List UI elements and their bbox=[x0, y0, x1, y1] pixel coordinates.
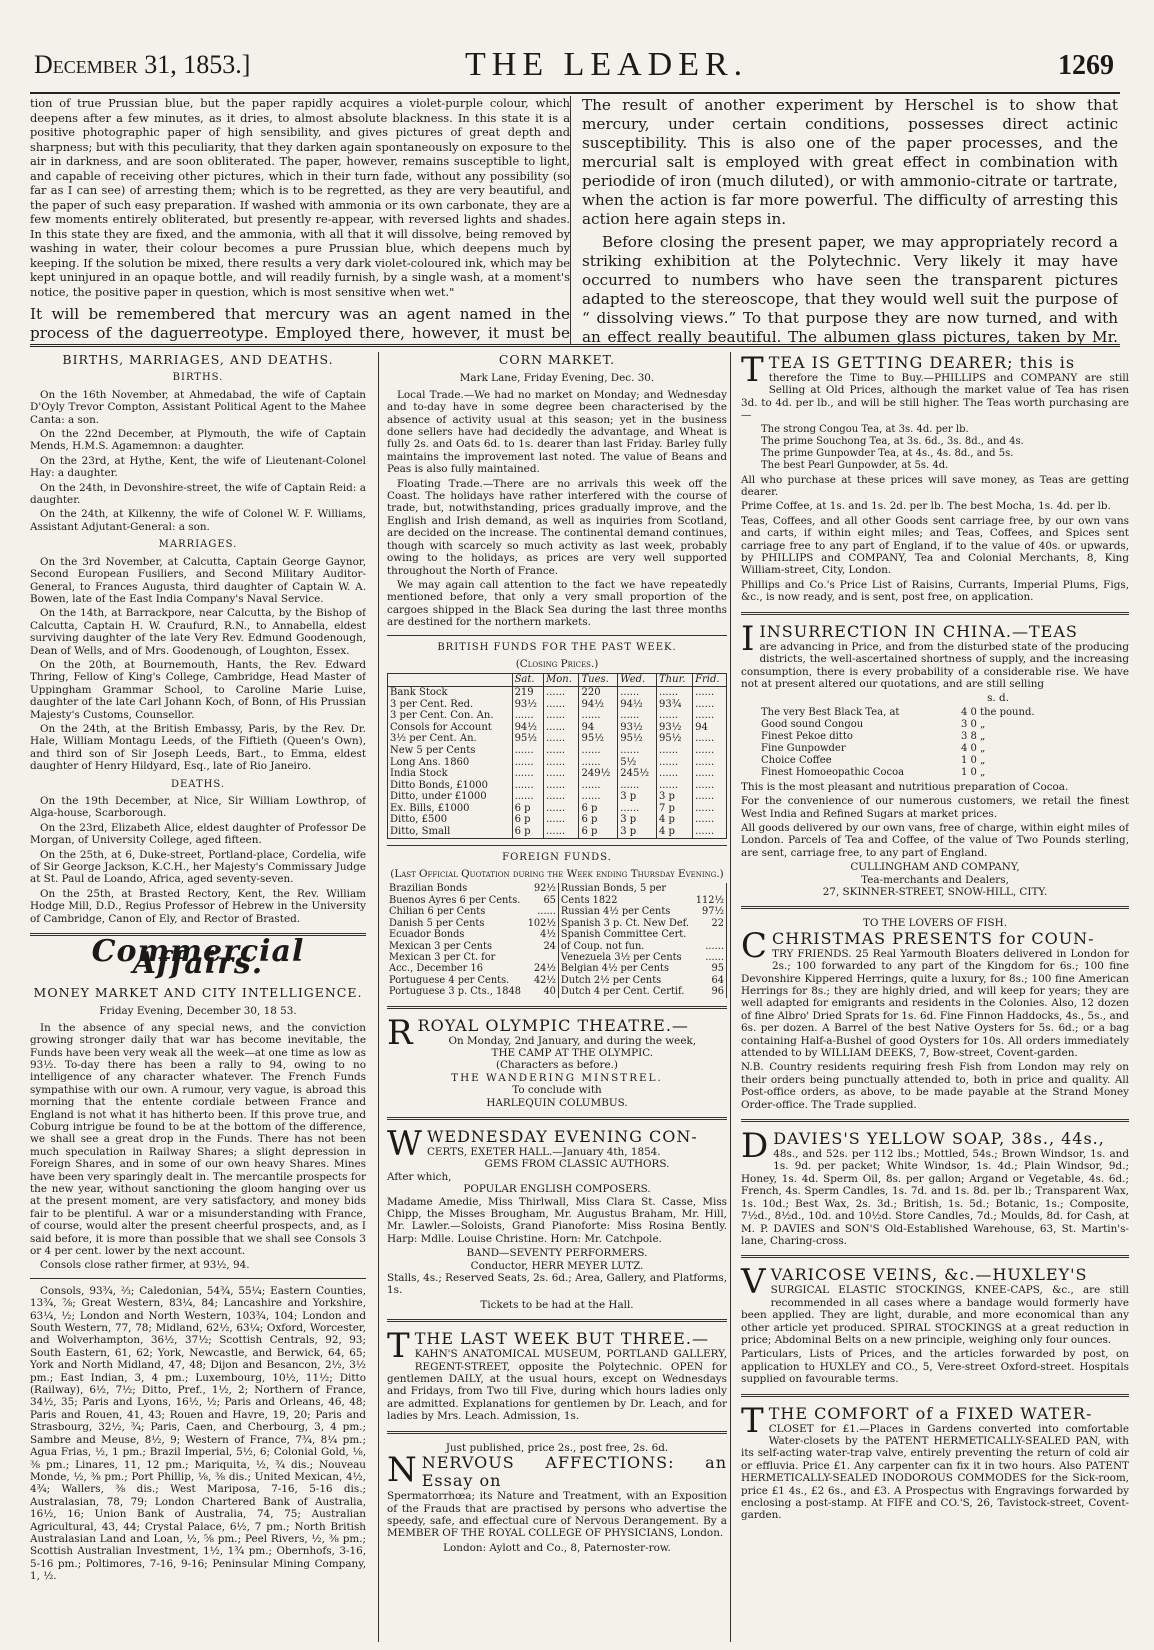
table-row bbox=[387, 883, 727, 894]
price-cell: 219 bbox=[512, 686, 543, 698]
column-3 bbox=[730, 352, 1129, 1642]
price-cell: ...... bbox=[544, 733, 579, 745]
column-2 bbox=[378, 352, 727, 1642]
price-cell: ...... bbox=[544, 826, 579, 838]
price-cell: ...... bbox=[693, 745, 727, 757]
ad-insurrection-china bbox=[741, 618, 1129, 899]
fund-name-cell: Spanish Committee Cert. bbox=[560, 929, 687, 941]
price-cell: 94½ bbox=[512, 722, 543, 734]
notice: On the 24th, at the British Embassy, Paris, by the Rev. Dr. Hale, William Montagu Leeds, of the Fiftieth (Queen's Own), and third son of Sir Joseph Leeds, Bart., to Emma, eldest daughter of Henry Hildyard, Esq., late of Rio Janeiro. bbox=[30, 722, 366, 773]
price-cell: ...... bbox=[512, 745, 543, 757]
price-cell: ...... bbox=[512, 780, 543, 792]
table-row bbox=[387, 929, 727, 940]
price-cell: 6 p bbox=[512, 814, 543, 826]
column-header: Sat. bbox=[512, 674, 543, 687]
fund-name-cell: Mexican 3 per Cents bbox=[389, 940, 493, 952]
dateline: Friday Evening, December 30, 18 53. bbox=[99, 1005, 297, 1018]
article-paragraph: In the absence of any special news, and the conviction growing stronger daily that war has become inevitable, the Funds have been very weak all the week—at one time as low as 93½. To-day there has been a rally to 94, owing to no intelligence of any character whatever. The French Funds sympathise with our own. A rumour, very vague, is abroad this morning that the entente cordiale between France and England is not what it has hitherto been. If this prove true, and Coburg intrigue be found to be at the bottom of the difference, we shall see a great drop in the Funds. There has not been much speculation in Railway Shares; a slight depression in Foreign Shares, and in some of our own heavy Shares. Mines have been very sparingly dealt in. The mercantile prospects for the new year, without sanctioning the gloom hanging over us at the present moment, are very satisfactory, and money bids fair to be plentiful. A war or a misunderstanding with France, of course, would alter the present cheerful prospects, and, as I said before, it is more than possible that we shall see Consols 3 or 4 per cent. lower by the next account. bbox=[30, 1021, 366, 1257]
price-cell: 93½ bbox=[657, 722, 693, 734]
price-cell: ...... bbox=[693, 780, 727, 792]
ad-tea-dearer bbox=[741, 354, 1129, 604]
fund-name-cell: Ditto, £500 bbox=[388, 814, 513, 826]
column-header: Tues. bbox=[579, 674, 618, 687]
divider bbox=[30, 1278, 366, 1279]
table-row bbox=[388, 699, 727, 711]
ad-line: Conductor, HERR MEYER LUTZ. bbox=[470, 1259, 644, 1272]
price-cell: 94 bbox=[579, 722, 618, 734]
ad-line: CERTS, EXETER HALL.—January 4th, 1854. bbox=[426, 1145, 661, 1158]
price-cell: 65 bbox=[525, 895, 558, 906]
price-cell: ...... bbox=[618, 745, 657, 757]
ad-heading: NNERVOUS AFFECTIONS: an Essay on bbox=[387, 1450, 727, 1491]
divider bbox=[741, 1394, 1129, 1397]
price-cell: ...... bbox=[579, 745, 618, 757]
price-cell: ...... bbox=[657, 710, 693, 722]
commercial-affairs-heading: Commercial Affairs. bbox=[91, 934, 305, 982]
notice: On the 22nd December, at Plymouth, the wife of Captain Mends, H.M.S. Agamemnon: a daughter. bbox=[30, 428, 366, 453]
table-row bbox=[387, 975, 727, 986]
price-cell: ...... bbox=[657, 745, 693, 757]
ad-text: N.B. Country residents requiring fresh Fish from London may rely on their orders being punctually attended to, both in price and quality. All Post-office orders, as above, to be made payable at the Strand Money Order-office. The Trade supplied. bbox=[741, 1061, 1129, 1111]
divider bbox=[741, 1255, 1129, 1258]
corn-market-heading: CORN MARKET. bbox=[498, 352, 616, 367]
fund-name-cell: Ditto, under £1000 bbox=[388, 791, 513, 803]
fund-name-cell: Danish 5 per Cents bbox=[389, 917, 485, 929]
price-cell: 112½ bbox=[693, 895, 726, 906]
price-cell: 95½ bbox=[657, 733, 693, 745]
foreign-funds-table bbox=[387, 883, 727, 997]
list-item: Choice Coffee 1 0 „ bbox=[761, 754, 986, 766]
fund-name-cell: Belgian 4½ per Cents bbox=[560, 963, 669, 975]
issue-date: December 31, 1853.] bbox=[34, 50, 251, 79]
notice: On the 16th November, at Ahmedabad, the wife of Captain D'Oyly Trevor Compton, Assistant Political Agent to the Mahee Canta: a son. bbox=[30, 388, 366, 426]
ad-text: For the convenience of our numerous customers, we retail the finest West India and Refined Sugars at market prices. bbox=[741, 795, 1129, 820]
price-cell: 3 p bbox=[618, 791, 657, 803]
china-tea-price-list bbox=[761, 707, 1129, 779]
table-row bbox=[387, 963, 727, 974]
ad-text: Spermatorrhœa; its Nature and Treatment, with an Exposition of the Frauds that are practised by persons who advertise the speedy, safe, and effectual cure of Nervous Derangement. By a MEMBER OF THE ROYAL COLLEGE OF PHYSICIANS, London. bbox=[387, 1490, 727, 1540]
price-cell: ...... bbox=[693, 710, 727, 722]
price-header: s. d. bbox=[987, 692, 1009, 705]
notice: On the 19th December, at Nice, Sir William Lowthrop, of Alga-house, Scarborough. bbox=[30, 795, 366, 820]
price-cell: ...... bbox=[544, 686, 579, 698]
price-cell: ...... bbox=[544, 768, 579, 780]
ad-line: THE WANDERING MINSTREL. bbox=[451, 1071, 663, 1084]
price-cell: ...... bbox=[544, 814, 579, 826]
british-funds-body bbox=[388, 686, 727, 838]
table-row bbox=[388, 722, 727, 734]
column-1 bbox=[30, 352, 366, 1642]
table-row bbox=[387, 952, 727, 963]
price-cell: ...... bbox=[657, 768, 693, 780]
divider bbox=[741, 906, 1129, 909]
ad-text: Stalls, 4s.; Reserved Seats, 2s. 6d.; Area, Gallery, and Platforms, 1s. bbox=[387, 1272, 727, 1297]
price-cell: ...... bbox=[657, 757, 693, 769]
ad-line: HARLEQUIN COLUMBUS. bbox=[486, 1096, 628, 1109]
ad-text: Phillips and Co.'s Price List of Raisins, Currants, Imperial Plums, Figs, &c., is now ready, and is sent, post free, on application. bbox=[741, 578, 1129, 604]
deaths-subheading: DEATHS. bbox=[170, 778, 226, 790]
price-cell: 4 p bbox=[657, 826, 693, 838]
price-cell bbox=[693, 883, 726, 894]
price-cell: 6 p bbox=[512, 803, 543, 815]
foreign-funds-body bbox=[387, 883, 727, 997]
price-cell: ...... bbox=[544, 745, 579, 757]
ad-heading: WWEDNESDAY EVENING CON- bbox=[387, 1123, 698, 1164]
marriages-subheading: MARRIAGES. bbox=[158, 539, 238, 551]
article-paragraph: tion of true Prussian blue, but the paper rapidly acquires a violet-purple colour, which deepens after a few minutes, as it dries, to almost absolute blackness. In this state it is a positive photographic paper of high sensibility, and gives pictures of great depth and sharpness; but with this peculiarity, that they darken again spontaneously on exposure to the air in darkness, and are soon obliterated. The paper, however, remains susceptible to light, and capable of receiving other pictures, which in their turn fade, without any possibility (so far as I can see) of arresting them; which is to be regretted, as they are very beautiful, and the paper of such easy preparation. If washed with ammonia or its own carbonate, they are a few moments entirely obliterated, but presently re-appear, with reversed lights and shades. In this state they are fixed, and the ammonia, with all that it will dissolve, being removed by washing in water, their colour becomes a pure Prussian blue, which deepens much by keeping. If the solution be mixed, there results a very dark violet-coloured ink, which may be kept uninjured in an opaque bottle, and will readily furnish, by a single wash, at a moment's notice, the positive paper in question, which is most sensitive when wet." bbox=[30, 96, 570, 299]
notice: On the 25th, at 6, Duke-street, Portland-place, Cordelia, wife of Sir George Jackson, K.C.H., her Majesty's Commissary Judge at St. Paul de Loando, Africa, aged seventy-seven. bbox=[30, 848, 366, 886]
price-cell: ...... bbox=[544, 791, 579, 803]
table-row bbox=[387, 986, 727, 997]
price-cell: ...... bbox=[693, 768, 727, 780]
notice: On the 3rd November, at Calcutta, Captain George Gaynor, Second European Fusiliers, and Second Military Auditor-General, to Frances Augusta, third daughter of Captain W. A. Bowen, late of the East India Company's Naval Service. bbox=[30, 555, 366, 605]
ad-olympic bbox=[387, 1012, 727, 1109]
fund-name-cell: Chilian 6 per Cents bbox=[389, 906, 486, 918]
table-row bbox=[388, 757, 727, 769]
table-row bbox=[387, 906, 727, 917]
divider bbox=[387, 845, 727, 846]
table-row bbox=[388, 768, 727, 780]
article-paragraph: Consols close rather firmer, at 93½, 94. bbox=[40, 1259, 250, 1272]
price-cell: 95 bbox=[693, 963, 726, 974]
price-cell: 97½ bbox=[693, 906, 726, 917]
fund-name-cell: 3 per Cent. Con. An. bbox=[388, 710, 513, 722]
price-cell: ...... bbox=[657, 686, 693, 698]
divider bbox=[387, 1006, 727, 1009]
fund-name-cell: Venezuela 3½ per Cents bbox=[560, 951, 682, 963]
price-cell: ...... bbox=[512, 710, 543, 722]
ad-christmas-fish bbox=[741, 917, 1129, 1111]
price-cell: 4 p bbox=[657, 814, 693, 826]
fund-name-cell: Dutch 4 per Cent. Certif. bbox=[560, 986, 685, 998]
notice: On the 23rd, Elizabeth Alice, eldest daughter of Professor De Morgan, of University College, aged fifteen. bbox=[30, 821, 366, 847]
table-row bbox=[388, 686, 727, 698]
top-article-left bbox=[30, 96, 571, 344]
price-cell: ...... bbox=[512, 791, 543, 803]
list-item: The very Best Black Tea, at 4 0 the pound. bbox=[761, 706, 1035, 718]
price-cell: 5½ bbox=[618, 757, 657, 769]
ad-text: TRY FRIENDS. 25 Real Yarmouth Bloaters delivered in London for 2s.; 100 forwarded to any part of the Kingdom for 6s.; 100 fine Devonshire Kippered Herrings, quite a luxury, for 8s.; 100 fine American Herrings for 8s.; they are highly dried, and will keep for years; they are well adapted for emigrants and residents in the Colonies. Also, 12 dozen of fine Albro' Dried Sprats for 1s. 6d. Fine Finnon Haddocks, 4s., 5s., and 6s. per dozen. A Barrel of the best Native Oysters for 5s. 6d.; or a bag containing Half-a-Bushel of good Oysters for 10s. All orders immediately attended to by WILLIAM DEEKS, 7, Bow-street, Covent-garden. bbox=[741, 947, 1129, 1060]
table-row bbox=[388, 745, 727, 757]
ad-text: Particulars, Lists of Prices, and the articles forwarded by post, on application to HUXLEY and CO., 5, Vere-street Oxford-street. Hospitals supplied on favourable terms. bbox=[741, 1348, 1129, 1386]
fund-name-cell: Portuguese 4 per Cents. bbox=[389, 974, 510, 986]
ad-heading: DDAVIES'S YELLOW SOAP, 38s., 44s., bbox=[741, 1126, 1105, 1167]
price-cell: ...... bbox=[618, 780, 657, 792]
table-row bbox=[388, 710, 727, 722]
price-cell bbox=[693, 929, 726, 940]
price-cell: ...... bbox=[693, 686, 727, 698]
births-subheading: BIRTHS. bbox=[172, 372, 224, 384]
price-cell: 40 bbox=[525, 986, 558, 997]
list-item: Good sound Congou 3 0 „ bbox=[761, 718, 986, 730]
fund-name-cell: Bank Stock bbox=[388, 686, 513, 698]
tea-price-list bbox=[761, 424, 1129, 472]
ad-text: Madame Amedie, Miss Thirlwall, Miss Clara St. Casse, Miss Chipp, the Misses Brougham, Mr. Augustus Braham, Mr. Hill, Mr. Lawler.—Soloists, Grand Pianoforte: Miss Rosina Bently. Harp: Mdlle. Louise Christine. Horn: Mr. Catchpole. bbox=[387, 1195, 727, 1245]
price-cell: ...... bbox=[579, 780, 618, 792]
ad-last-week bbox=[387, 1326, 727, 1423]
fund-name-cell: Portuguese 3 p. Cts., 1848 bbox=[389, 986, 521, 998]
top-article-right bbox=[582, 96, 1118, 344]
fund-name-cell: Spanish 3 p. Ct. New Def. bbox=[560, 917, 690, 929]
money-market-heading: MONEY MARKET AND CITY INTELLIGENCE. bbox=[33, 984, 363, 1000]
ad-text: This is the most pleasant and nutritious preparation of Cocoa. bbox=[741, 780, 1069, 793]
ad-yellow-soap bbox=[741, 1126, 1129, 1247]
fund-name-cell: Ditto Bonds, £1000 bbox=[388, 780, 513, 792]
price-cell: 6 p bbox=[579, 814, 618, 826]
ad-line: (Characters as before.) bbox=[495, 1059, 618, 1072]
fund-name-cell: Brazilian Bonds bbox=[389, 883, 468, 895]
british-funds-heading: BRITISH FUNDS FOR THE PAST WEEK. bbox=[437, 641, 677, 653]
price-cell: 93½ bbox=[512, 699, 543, 711]
notice: On the 23rd, at Hythe, Kent, the wife of Lieutenant-Colonel Hay: a daughter. bbox=[30, 454, 366, 480]
foreign-funds-heading: FOREIGN FUNDS. bbox=[502, 851, 612, 863]
fund-name-cell: Ex. Bills, £1000 bbox=[388, 803, 513, 815]
price-cell: ...... bbox=[618, 803, 657, 815]
ad-line: POPULAR ENGLISH COMPOSERS. bbox=[463, 1183, 651, 1196]
price-cell: ...... bbox=[693, 791, 727, 803]
price-cell: 96 bbox=[693, 986, 726, 997]
foreign-funds-subheading: (Last Official Quotation during the Week ending Thursday Evening.) bbox=[390, 868, 724, 881]
price-cell: ...... bbox=[693, 941, 726, 952]
ad-line: Just published, price 2s., post free, 2s. 6d. bbox=[445, 1441, 669, 1454]
price-cell: ...... bbox=[512, 768, 543, 780]
price-cell: ...... bbox=[657, 780, 693, 792]
table-row bbox=[387, 918, 727, 929]
firm-address: 27, SKINNER-STREET, SNOW-HILL, CITY. bbox=[822, 885, 1048, 898]
article-paragraph: We may again call attention to the fact we have repeatedly mentioned before, that only a very small proportion of the cargoes shipped in the Black Sea during the last three months are destined for the northern markets. bbox=[387, 578, 727, 629]
price-cell: 3 p bbox=[657, 791, 693, 803]
ad-text: Teas, Coffees, and all other Goods sent carriage free, by our own vans and carts, if within eight miles; and Teas, Coffees, and Spices sent carriage free to any part of England, if to the value of 40s. or upwards, by PHILLIPS and COMPANY, Tea and Colonial Merchants, 8, King William-street, City, London. bbox=[741, 514, 1129, 577]
share-prices: Consols, 93¾, ⅔; Caledonian, 54¾, 55¼; Eastern Counties, 13¾, ⅞; Great Western, 83¼, 84; Lancashire and Yorkshire, 63¼, ½; London and North Western, 103¾, 104; London and South Western, 77, 78; Midland, 62½, 63¼; Oxford, Worcester, and Wolverhampton, 36½, 37½; Scottish Centrals, 92, 93; South Eastern, 61, 62; York, Newcastle, and Berwick, 64, 65; York and North Midland, 47, 48; Dijon and Besancon, 2½, 3½ pm.; East Indian, 3, 4 pm.; Luxembourg, 10½, 11½; Ditto (Railway), 6½, 7½; Ditto, Pref., 1½, 2; Northern of France, 34½, 35; Paris and Lyons, 16½, ½; Paris and Orleans, 46, 48; Paris and Rouen, 41, 43; Rouen and Havre, 19, 20; Paris and Strasbourg, 32½, ¾; Paris, Caen, and Cherbourg, 3, 4 pm.; Sambre and Meuse, 8½, 9; Western of France, 7¾, 8¼ pm.; Agua Frias, ½, 1 pm.; Brazil Imperial, 5½, 6; Colonial Gold, ⅛, ⅜ pm.; Linares, 11, 12 pm.; Mariquita, ½, ¾ dis.; Nouveau Monde, ½, ⅜ pm.; Port Phillip, ⅛, ⅜ dis.; United Mexican, 4½, 4¾; Wallers, ⅜ dis.; West Mariposa, 7-16, 5-16 dis.; Australasian, 78, 79; London Chartered Bank of Australia, 16½, 16; Union Bank of Australia, 74, 75; Australian Agricultural, 43, 44; Crystal Palace, 6½, 7 pm.; North British Australasian Land and Loan, ½, ⅝ pm.; Peel Rivers, ½, ⅜ pm.; Scottish Australian Investment, 1½, 1¾ pm.; Obernhofs, 3-16, 5-16 pm.; Poltimores, 7-16, 9-16; Peninsular Mining Company, 1, ½. bbox=[30, 1284, 366, 1583]
ad-line: Tickets to be had at the Hall. bbox=[480, 1298, 634, 1311]
ad-text: 48s., and 52s. per 112 lbs.; Mottled, 54s.; Brown Windsor, 1s. and 1s. 9d. per packet; White Windsor, 1s. 4d.; Plain Windsor, 9d.; Honey, 1s. 4d. Sperm Oil, 8s. per gallon; Argand or Vegetable, 4s. 6d.; French, 4s. Sperm Candles, 1s. 7d. and 1s. 8d. per lb.; Transparent Wax, 1s. 10d.; Best Wax, 2s. 3d.; British, 1s. 5d.; Botanic, 1s.; Composite, 7½d., 8½d., 10d. and 10½d. Store Candles, 7d.; Moulds, 8d. for Cash, at M. P. DAVIES and SON'S Old-Established Warehouse, 63, St. Martin's-lane, Charing-cross. bbox=[741, 1148, 1129, 1247]
page-number: 1269 bbox=[1058, 50, 1114, 81]
article-paragraph: Before closing the present paper, we may appropriately record a striking exhibition at the Polytechnic. Very likely it may have occurred to numbers who have seen the transparent pictures adapted to the stereoscope, that they would well suit the purpose of “ dissolving views.” To that purpose they are now turned, and with an effect really beautiful. The albumen glass pictures, taken by Mr. bbox=[582, 233, 1118, 344]
top-article bbox=[30, 96, 1120, 347]
price-cell: 102½ bbox=[525, 918, 558, 929]
divider bbox=[387, 635, 727, 636]
fund-name-cell: Acc., December 16 bbox=[389, 963, 483, 975]
ad-text: All who purchase at these prices will save money, as Teas are getting dearer. bbox=[741, 473, 1129, 499]
ad-text: are advancing in Price, and from the disturbed state of the producing districts, the well-ascertained shortness of supply, and the increasing consumption, there is every probability of a considerable rise. We have not at present altered our quotations, and are still selling bbox=[741, 640, 1129, 690]
fund-name-cell: Russian Bonds, 5 per bbox=[560, 883, 667, 895]
table-row bbox=[387, 895, 727, 906]
ad-line: THE CAMP AT THE OLYMPIC. bbox=[491, 1046, 654, 1059]
list-item: Fine Gunpowder 4 0 „ bbox=[761, 742, 986, 754]
price-cell: ...... bbox=[693, 814, 727, 826]
ad-water-closet bbox=[741, 1400, 1129, 1522]
ad-heading: TTHE LAST WEEK BUT THREE.— bbox=[387, 1326, 709, 1367]
ad-varicose-veins bbox=[741, 1262, 1129, 1386]
list-item: Finest Pekoe ditto 3 8 „ bbox=[761, 730, 986, 742]
price-cell: ...... bbox=[544, 710, 579, 722]
ad-line: On Monday, 2nd January, and during the week, bbox=[448, 1034, 697, 1047]
price-cell bbox=[525, 952, 558, 963]
firm-line: Tea-merchants and Dealers, bbox=[861, 873, 1009, 886]
dateline: Mark Lane, Friday Evening, Dec. 30. bbox=[459, 372, 655, 385]
table-row bbox=[388, 791, 727, 803]
price-cell: ...... bbox=[693, 699, 727, 711]
ad-nervous-affections bbox=[387, 1442, 727, 1554]
price-cell: 3 p bbox=[618, 826, 657, 838]
price-cell: ...... bbox=[544, 803, 579, 815]
price-cell: 42½ bbox=[525, 975, 558, 986]
price-cell: 245½ bbox=[618, 768, 657, 780]
births-heading: BIRTHS, MARRIAGES, AND DEATHS. bbox=[62, 352, 334, 367]
price-cell: 24 bbox=[525, 941, 558, 952]
column-header: Thur. bbox=[657, 674, 693, 687]
fund-name-cell: Ditto, Small bbox=[388, 826, 513, 838]
list-item: Finest Homoeopathic Cocoa 1 0 „ bbox=[761, 766, 986, 778]
ad-line: London: Aylott and Co., 8, Paternoster-row. bbox=[443, 1541, 671, 1554]
ad-heading: IINSURRECTION IN CHINA.—TEAS bbox=[741, 618, 1078, 659]
fund-name-cell: Long Ans. 1860 bbox=[388, 757, 513, 769]
price-cell: ...... bbox=[693, 952, 726, 963]
article-paragraph: The result of another experiment by Herschel is to show that mercury, under certain conditions, possesses direct actinic susceptibility. This is also one of the paper processes, and the mercurial salt is employed with great effect in combination with periodide of iron (much diluted), or with ammonio-citrate or tartrate, when the action is far more powerful. The difficulty of arresting this action here again steps in. bbox=[582, 96, 1118, 228]
fund-name-cell: Russian 4½ per Cents bbox=[560, 906, 671, 918]
price-cell: ...... bbox=[544, 757, 579, 769]
fund-name-cell: Consols for Account bbox=[388, 722, 513, 734]
price-cell: 220 bbox=[579, 686, 618, 698]
price-cell: 3 p bbox=[618, 814, 657, 826]
ad-line: After which, bbox=[387, 1170, 452, 1183]
price-cell: 95½ bbox=[512, 733, 543, 745]
ad-text: therefore the Time to Buy.—PHILLIPS and COMPANY are still Selling at Old Prices, although the market value of Tea has risen 3d. to 4d. per lb., and will be still higher. The Teas worth purchasing are— bbox=[741, 372, 1129, 422]
price-cell: ...... bbox=[618, 710, 657, 722]
notice: On the 20th, at Bournemouth, Hants, the Rev. Edward Thring, Fellow of King's College, Cambridge, Head Master of Uppingham Grammar School, to Caroline Marie Luise, daughter of the late Carl Johann Koch, of Bonn, of His Prussian Majesty's Customs, Counsellor. bbox=[30, 658, 366, 721]
price-cell: 93¾ bbox=[657, 699, 693, 711]
price-cell: ...... bbox=[544, 699, 579, 711]
paper-title: THE LEADER. bbox=[465, 46, 749, 83]
divider bbox=[741, 612, 1129, 615]
price-cell: 6 p bbox=[512, 826, 543, 838]
price-cell: ...... bbox=[693, 733, 727, 745]
price-cell: 7 p bbox=[657, 803, 693, 815]
table-row bbox=[388, 814, 727, 826]
firm-name: CULLINGHAM AND COMPANY, bbox=[850, 861, 1020, 874]
fund-name-cell: Ecuador Bonds bbox=[389, 929, 465, 941]
price-cell: ...... bbox=[579, 757, 618, 769]
price-cell: ...... bbox=[544, 780, 579, 792]
price-cell: 4½ bbox=[525, 929, 558, 940]
divider bbox=[387, 1431, 727, 1434]
ad-line: BAND—SEVENTY PERFORMERS. bbox=[466, 1247, 648, 1260]
list-item: The best Pearl Gunpowder, at 5s. 4d. bbox=[761, 459, 949, 471]
ad-text: CLOSET for £1.—Places in Gardens converted into comfortable Water-closets by the PATENT HERMETICALLY-SEALED PAN, with its self-acting water-trap valve, entirely preventing the return of cold air or effluvia. Price £1. Any carpenter can fix it in two hours. Also PATENT HERMETICALLY-SEALED INODOROUS COMMODES for the Sick-room, price £1 4s., £2 6s., and £3. A Prospectus with Engravings forwarded by enclosing a post-stamp. At FIFE and CO.'S, 26, Tavistock-street, Covent-garden. bbox=[741, 1422, 1129, 1522]
masthead bbox=[30, 42, 1120, 94]
list-item: The strong Congou Tea, at 3s. 4d. per lb. bbox=[761, 423, 969, 435]
column-header bbox=[388, 674, 513, 687]
price-cell: ...... bbox=[693, 803, 727, 815]
price-cell: 94 bbox=[693, 722, 727, 734]
notice: On the 25th, at Brasted Rectory, Kent, the Rev. William Hodge Mill, D.D., Regius Professor of Hebrew in the University of Cambridge, Canon of Ely, and Rector of Brasted. bbox=[30, 887, 366, 925]
price-cell: ...... bbox=[525, 906, 558, 917]
fund-name-cell: Buenos Ayres 6 per Cents. bbox=[389, 894, 521, 906]
ad-line: To conclude with bbox=[512, 1084, 602, 1097]
list-item: The prime Souchong Tea, at 3s. 6d., 3s. 8d., and 4s. bbox=[761, 435, 1024, 447]
ad-heading: RROYAL OLYMPIC THEATRE.— bbox=[387, 1012, 689, 1053]
price-cell: 95½ bbox=[579, 733, 618, 745]
ad-text: Prime Coffee, at 1s. and 1s. 2d. per lb. The best Mocha, 1s. 4d. per lb. bbox=[741, 500, 1111, 513]
ad-text: All goods delivered by our own vans, free of charge, within eight miles of London. Parcels of Tea and Coffee, of the value of Two Pounds sterling, are sent, carriage free, to any part of England. bbox=[741, 821, 1129, 859]
ad-wednesday-concerts bbox=[387, 1123, 727, 1311]
price-cell: ...... bbox=[512, 757, 543, 769]
price-cell: 6 p bbox=[579, 826, 618, 838]
notice: On the 24th, at Kilkenny, the wife of Colonel W. F. Williams, Assistant Adjutant-General: a son. bbox=[30, 508, 366, 533]
table-row bbox=[388, 803, 727, 815]
divider bbox=[387, 1117, 727, 1120]
notice: On the 24th, in Devonshire-street, the wife of Captain Reid: a daughter. bbox=[30, 481, 366, 507]
price-cell: 92½ bbox=[525, 883, 558, 894]
table-row bbox=[388, 780, 727, 792]
price-cell: 249½ bbox=[579, 768, 618, 780]
list-item: The prime Gunpowder Tea, at 4s., 4s. 8d., and 5s. bbox=[761, 447, 1014, 459]
fund-name-cell: Dutch 2½ per Cents bbox=[560, 974, 662, 986]
table-row bbox=[388, 733, 727, 745]
price-cell: 93½ bbox=[618, 722, 657, 734]
divider bbox=[387, 1319, 727, 1322]
table-row bbox=[387, 941, 727, 952]
price-cell: ...... bbox=[579, 791, 618, 803]
article-paragraph: Floating Trade.—There are no arrivals this week off the Coast. The holidays have rather interfered with the course of trade, but, notwithstanding, prices gradually improve, and the English and Irish demand, as well as inquiries from Scotland, are decided on the increase. The continental demand continues, though with scarcely so much activity as last week, probably owing to the holidays, as prices are very well supported throughout the North of France. bbox=[387, 477, 727, 577]
fund-name-cell: New 5 per Cents bbox=[388, 745, 513, 757]
price-cell: 24½ bbox=[525, 963, 558, 974]
fund-name-cell: 3½ per Cent. An. bbox=[388, 733, 513, 745]
article-paragraph: Local Trade.—We had no market on Monday; and Wednesday and to-day have in some degree been characterised by the absence of activity usual at this season; yet in the business done sellers have had decidedly the advantage, and Wheat is fully 2s. and Oats 6d. to 1s. dearer than last Friday. Barley fully maintains the improvement last noted. The value of Beans and Peas is also fully maintained. bbox=[387, 388, 727, 476]
fund-name-cell: 3 per Cent. Red. bbox=[388, 699, 513, 711]
price-cell: 64 bbox=[693, 975, 726, 986]
column-header: Frid. bbox=[693, 674, 727, 687]
notice: On the 14th, at Barrackpore, near Calcutta, by the Bishop of Calcutta, Captain H. W. Craufurd, R.N., to Annabella, eldest surviving daughter of the late Very Rev. Edmund Goodenough, Dean of Wells, and of Mrs. Goodenough, of Loughton, Essex. bbox=[30, 607, 366, 657]
price-cell: 22 bbox=[693, 918, 726, 929]
ad-heading: TTHE COMFORT of a FIXED WATER- bbox=[741, 1400, 1093, 1441]
ad-heading: TTEA IS GETTING DEARER; this is bbox=[741, 352, 1076, 390]
table-row bbox=[388, 826, 727, 838]
table-header-row bbox=[388, 674, 727, 687]
divider bbox=[741, 1119, 1129, 1122]
price-cell: 6 p bbox=[579, 803, 618, 815]
price-cell: 95½ bbox=[618, 733, 657, 745]
ad-line: TO THE LOVERS OF FISH. bbox=[862, 917, 1008, 930]
fund-name-cell: India Stock bbox=[388, 768, 513, 780]
fund-name-cell: of Coup. not fun. bbox=[560, 940, 645, 952]
price-cell: ...... bbox=[579, 710, 618, 722]
british-funds-table bbox=[387, 673, 727, 838]
ad-heading: CCHRISTMAS PRESENTS for COUN- bbox=[741, 925, 1095, 966]
ad-text: SURGICAL ELASTIC STOCKINGS, KNEE-CAPS, &c., are still recommended in all cases where a bandage would formerly have been applied. They are light, durable, and more economical than any other article yet produced. SPIRAL STOCKINGS at a great reduction in price; Abdominal Belts on a new principle, weighing only four ounces. bbox=[741, 1284, 1129, 1346]
column-header: Mon. bbox=[544, 674, 579, 687]
fund-name-cell: Cents 1822 bbox=[560, 894, 618, 906]
price-cell: ...... bbox=[693, 826, 727, 838]
price-cell: 94½ bbox=[618, 699, 657, 711]
price-cell: 94½ bbox=[579, 699, 618, 711]
price-cell: ...... bbox=[544, 722, 579, 734]
ad-line: GEMS FROM CLASSIC AUTHORS. bbox=[484, 1158, 670, 1171]
column-header: Wed. bbox=[618, 674, 657, 687]
price-cell: ...... bbox=[618, 686, 657, 698]
fund-name-cell: Mexican 3 per Ct. for bbox=[389, 951, 496, 963]
british-funds-subheading: (Closing Prices.) bbox=[515, 657, 599, 670]
ad-heading: VVARICOSE VEINS, &c.—HUXLEY'S bbox=[741, 1262, 1088, 1303]
ad-text: KAHN'S ANATOMICAL MUSEUM, PORTLAND GALLERY, REGENT-STREET, opposite the Polytechnic. OPEN for gentlemen DAILY, at the usual hours, except on Wednesdays and Fridays, from Two till Five, during which hours ladies only are admitted. Explanations for gentlemen by Dr. Leach, and for ladies by Mrs. Leach. Admission, 1s. bbox=[387, 1348, 727, 1423]
article-paragraph: It will be remembered that mercury was an agent named in the process of the daguerreotype. Employed there, however, it must be bbox=[30, 305, 570, 342]
price-cell: ...... bbox=[693, 757, 727, 769]
